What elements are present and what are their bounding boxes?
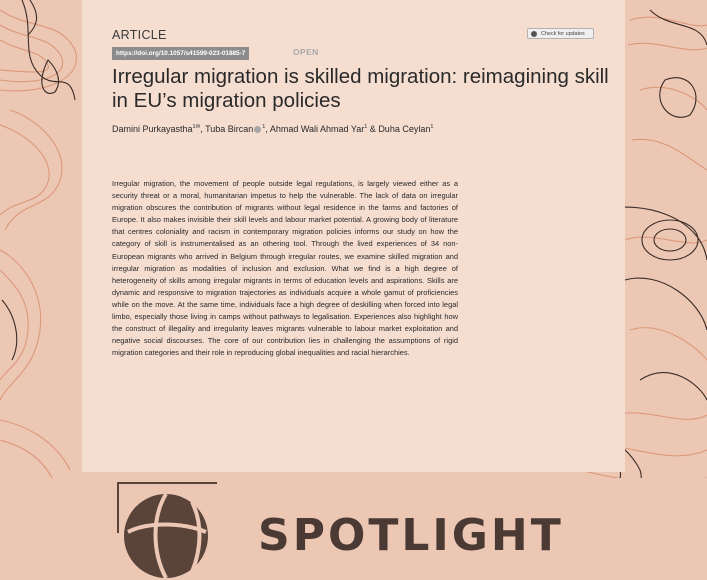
abstract-text: Irregular migration, the movement of people outside legal regulations, is largely viewed either as a security threat or a moral, humanitarian impetus to help the vulnerable. The lack of data on irregular migration obscures the contribution of migrants without legal residence in the farms and factories of Europe. It also makes invisible their skill levels and labour market potential. A growing body of literature that centres coloniality and racism in contemporary migration policies informs our study on how the category of skill is instrumentalised as an othering tool. Through the lived experiences of 34 non-European migrants who arrived in Belgium through irregular routes, we examine skilled migration and irregular migration as modalities of inclusion and exclusion. What we find is a high degree of heterogeneity of skills among irregular migrants in terms of education levels and aspirations. Skills are dynamic and responsive to migration trajectories as individuals acquire a whole gamut of proficiencies while on the move. At the same time, individuals face a high degree of deskilling when forced into legal limbo, especially those living in camps without pathways to legalisation. Experiences also highlight how the construct of illegality and irregularity leaves migrants vulnerable to labour market exploitation and negative social discourses. The core of our contribution lies in challenging the assumptions of rigid migration categories and their role in reproducing global inequalities and racial hierarchies. xyxy=(112,179,458,358)
doi-link[interactable]: https://doi.org/10.1057/s41599-023-01885-7 xyxy=(112,47,249,60)
author-name[interactable]: Tuba Bircan xyxy=(205,124,254,134)
article-type-label: ARTICLE xyxy=(112,28,167,42)
author-affiliation: 1 xyxy=(364,124,368,130)
orcid-icon[interactable] xyxy=(254,126,261,133)
article-title: Irregular migration is skilled migration: reimagining skill in EU’s migration policies xyxy=(112,65,609,112)
author-affiliation: 1 xyxy=(262,124,266,130)
check-for-updates-button[interactable] xyxy=(527,28,594,39)
author-affiliation: 1✉ xyxy=(192,124,201,130)
author-name[interactable]: Duha Ceylan xyxy=(378,124,431,134)
spotlight-heading: SPOTLIGHT xyxy=(258,510,564,561)
author-affiliation: 1 xyxy=(430,124,434,130)
author-list: Damini Purkayastha$^{1✉}$, Tuba Bircan $^1$, Ahmad Wali Ahmad Yar$^1$ & Duha Ceylan$^1$ xyxy=(112,124,434,134)
author-name[interactable]: Ahmad Wali Ahmad Yar xyxy=(269,124,365,134)
check-updates-label: Check for updates xyxy=(541,31,585,37)
check-updates-icon xyxy=(531,31,537,37)
open-access-badge: OPEN xyxy=(293,47,319,57)
author-name[interactable]: Damini Purkayastha xyxy=(112,124,193,134)
globe-logo-icon xyxy=(122,492,210,580)
